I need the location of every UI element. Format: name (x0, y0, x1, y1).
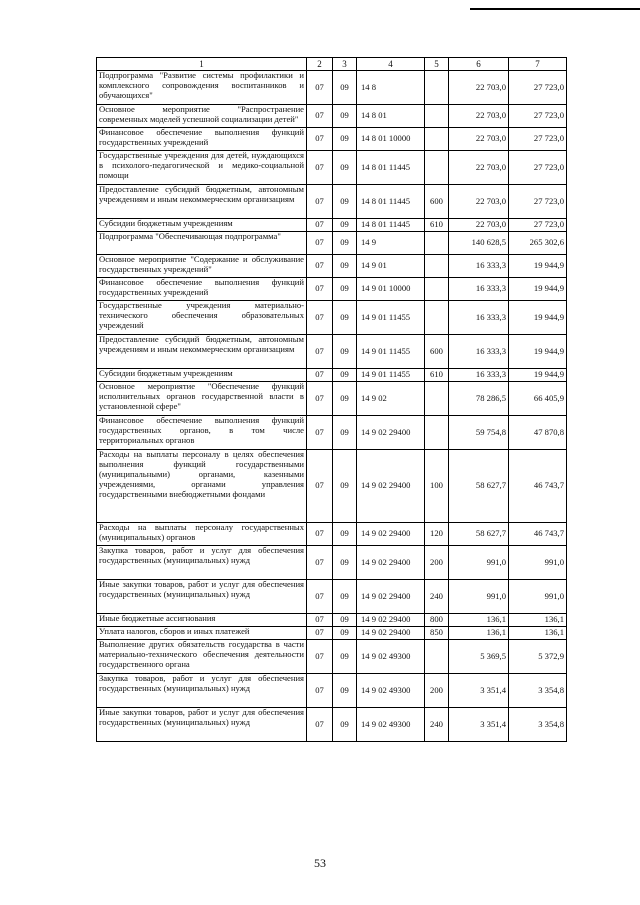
row-expense-type-cell (425, 232, 449, 255)
row-target-article-cell: 14 9 02 49300 (357, 674, 425, 708)
row-section-cell: 07 (307, 450, 333, 523)
row-target-article-cell: 14 9 02 29400 (357, 523, 425, 546)
row-section-cell: 07 (307, 523, 333, 546)
row-subsection-cell: 09 (333, 151, 357, 185)
row-name-cell: Финансовое обеспечение выполнения функций государственных учреждений (97, 278, 307, 301)
row-subsection-cell: 09 (333, 708, 357, 742)
row-section-cell: 07 (307, 255, 333, 278)
row-name-cell: Расходы на выплаты персоналу в целях обеспечения выполнения функций государственными (муниципальными) органами, казенными учреждениями, органами управления государственными внебюджетными фондами (97, 450, 307, 523)
row-name-cell: Основное мероприятие "Распространение современных моделей успешной социализации детей" (97, 105, 307, 128)
row-name-cell: Иные бюджетные ассигнования (97, 614, 307, 627)
row-amount-year1-cell: 58 627,7 (449, 450, 509, 523)
row-amount-year1-cell: 16 333,3 (449, 255, 509, 278)
row-subsection-cell: 09 (333, 219, 357, 232)
table-row (97, 450, 567, 523)
row-amount-year1-cell: 22 703,0 (449, 71, 509, 105)
row-name-cell: Финансовое обеспечение выполнения функций государственных учреждений (97, 128, 307, 151)
row-target-article-cell: 14 9 01 11455 (357, 335, 425, 369)
table-row (97, 105, 567, 128)
row-target-article-cell: 14 9 02 29400 (357, 416, 425, 450)
row-section-cell: 07 (307, 151, 333, 185)
row-name-cell: Субсидии бюджетным учреждениям (97, 219, 307, 232)
top-scan-rule (470, 8, 640, 10)
row-target-article-cell: 14 8 01 11445 (357, 151, 425, 185)
row-name-cell: Уплата налогов, сборов и иных платежей (97, 627, 307, 640)
row-subsection-cell: 09 (333, 382, 357, 416)
table-row (97, 128, 567, 151)
row-expense-type-cell (425, 151, 449, 185)
row-subsection-cell: 09 (333, 674, 357, 708)
table-row (97, 523, 567, 546)
table-row (97, 708, 567, 742)
row-section-cell: 07 (307, 128, 333, 151)
row-name-cell: Предоставление субсидий бюджетным, автономным учреждениям и иным некоммерческим организациям (97, 185, 307, 219)
row-section-cell: 07 (307, 640, 333, 674)
table-row (97, 640, 567, 674)
row-subsection-cell: 09 (333, 416, 357, 450)
row-expense-type-cell (425, 105, 449, 128)
row-name-cell: Расходы на выплаты персоналу государственных (муниципальных) органов (97, 523, 307, 546)
row-subsection-cell: 09 (333, 450, 357, 523)
header-row (97, 58, 567, 71)
row-amount-year2-cell: 3 354,8 (509, 708, 567, 742)
row-expense-type-cell: 610 (425, 219, 449, 232)
row-subsection-cell: 09 (333, 71, 357, 105)
row-name-cell: Подпрограмма "Развитие системы профилактики и комплексного сопровождения воспитанников и обучающихся" (97, 71, 307, 105)
row-target-article-cell: 14 9 01 11455 (357, 301, 425, 335)
row-section-cell: 07 (307, 580, 333, 614)
row-expense-type-cell: 600 (425, 335, 449, 369)
table-row (97, 219, 567, 232)
header-col-1: 1 (97, 58, 307, 71)
budget-table-container (96, 57, 566, 742)
table-row (97, 335, 567, 369)
table-row (97, 71, 567, 105)
row-subsection-cell: 09 (333, 614, 357, 627)
row-amount-year2-cell: 27 723,0 (509, 105, 567, 128)
row-expense-type-cell (425, 255, 449, 278)
row-name-cell: Государственные учреждения материально-технического обеспечения образовательных учреждений (97, 301, 307, 335)
row-amount-year1-cell: 16 333,3 (449, 278, 509, 301)
row-target-article-cell: 14 9 02 29400 (357, 580, 425, 614)
row-target-article-cell: 14 8 01 11445 (357, 185, 425, 219)
row-amount-year2-cell: 136,1 (509, 614, 567, 627)
row-section-cell: 07 (307, 219, 333, 232)
row-amount-year2-cell: 19 944,9 (509, 301, 567, 335)
row-name-cell: Иные закупки товаров, работ и услуг для обеспечения государственных (муниципальных) нужд (97, 708, 307, 742)
row-section-cell: 07 (307, 105, 333, 128)
row-section-cell: 07 (307, 614, 333, 627)
row-section-cell: 07 (307, 71, 333, 105)
row-amount-year1-cell: 136,1 (449, 614, 509, 627)
row-amount-year1-cell: 22 703,0 (449, 151, 509, 185)
row-amount-year1-cell: 22 703,0 (449, 219, 509, 232)
row-name-cell: Подпрограмма "Обеспечивающая подпрограмма" (97, 232, 307, 255)
table-row (97, 301, 567, 335)
row-target-article-cell: 14 9 02 29400 (357, 546, 425, 580)
row-name-cell: Основное мероприятие "Содержание и обслуживание государственных учреждений" (97, 255, 307, 278)
row-section-cell: 07 (307, 369, 333, 382)
header-col-5: 5 (425, 58, 449, 71)
row-amount-year2-cell: 265 302,6 (509, 232, 567, 255)
row-expense-type-cell: 100 (425, 450, 449, 523)
row-amount-year2-cell: 5 372,9 (509, 640, 567, 674)
row-target-article-cell: 14 9 02 (357, 382, 425, 416)
row-target-article-cell: 14 9 01 (357, 255, 425, 278)
row-section-cell: 07 (307, 416, 333, 450)
table-row (97, 674, 567, 708)
table-body (97, 71, 567, 742)
table-row (97, 232, 567, 255)
table-row (97, 546, 567, 580)
row-expense-type-cell: 200 (425, 546, 449, 580)
table-row (97, 151, 567, 185)
row-target-article-cell: 14 9 01 11455 (357, 369, 425, 382)
row-amount-year2-cell: 46 743,7 (509, 450, 567, 523)
row-section-cell: 07 (307, 301, 333, 335)
row-subsection-cell: 09 (333, 523, 357, 546)
row-amount-year1-cell: 136,1 (449, 627, 509, 640)
row-expense-type-cell: 800 (425, 614, 449, 627)
row-target-article-cell: 14 9 02 49300 (357, 708, 425, 742)
row-amount-year1-cell: 991,0 (449, 580, 509, 614)
row-target-article-cell: 14 9 02 29400 (357, 450, 425, 523)
row-target-article-cell: 14 9 02 49300 (357, 640, 425, 674)
row-expense-type-cell: 610 (425, 369, 449, 382)
row-section-cell: 07 (307, 382, 333, 416)
row-amount-year2-cell: 19 944,9 (509, 255, 567, 278)
row-section-cell: 07 (307, 546, 333, 580)
row-amount-year2-cell: 3 354,8 (509, 674, 567, 708)
row-section-cell: 07 (307, 674, 333, 708)
row-amount-year1-cell: 991,0 (449, 546, 509, 580)
row-amount-year1-cell: 22 703,0 (449, 185, 509, 219)
row-amount-year2-cell: 19 944,9 (509, 335, 567, 369)
row-name-cell: Иные закупки товаров, работ и услуг для обеспечения государственных (муниципальных) нужд (97, 580, 307, 614)
row-section-cell: 07 (307, 627, 333, 640)
row-subsection-cell: 09 (333, 185, 357, 219)
row-expense-type-cell (425, 71, 449, 105)
table-row (97, 382, 567, 416)
row-amount-year2-cell: 66 405,9 (509, 382, 567, 416)
header-col-2: 2 (307, 58, 333, 71)
header-col-7: 7 (509, 58, 567, 71)
row-subsection-cell: 09 (333, 640, 357, 674)
row-amount-year2-cell: 27 723,0 (509, 128, 567, 151)
row-amount-year2-cell: 46 743,7 (509, 523, 567, 546)
budget-table (96, 57, 567, 742)
row-expense-type-cell (425, 382, 449, 416)
row-amount-year2-cell: 19 944,9 (509, 278, 567, 301)
row-section-cell: 07 (307, 278, 333, 301)
row-amount-year1-cell: 3 351,4 (449, 708, 509, 742)
table-row (97, 580, 567, 614)
row-subsection-cell: 09 (333, 627, 357, 640)
table-row (97, 255, 567, 278)
row-section-cell: 07 (307, 185, 333, 219)
header-col-6: 6 (449, 58, 509, 71)
row-name-cell: Выполнение других обязательств государства в части материально-технического обеспечения деятельности государственного органа (97, 640, 307, 674)
row-subsection-cell: 09 (333, 278, 357, 301)
row-expense-type-cell: 120 (425, 523, 449, 546)
row-amount-year1-cell: 5 369,5 (449, 640, 509, 674)
table-row (97, 416, 567, 450)
row-subsection-cell: 09 (333, 232, 357, 255)
row-amount-year2-cell: 991,0 (509, 580, 567, 614)
row-expense-type-cell: 850 (425, 627, 449, 640)
row-name-cell: Основное мероприятие "Обеспечение функций исполнительных органов государственной власти в установленной сфере" (97, 382, 307, 416)
row-target-article-cell: 14 9 02 29400 (357, 614, 425, 627)
row-amount-year2-cell: 27 723,0 (509, 219, 567, 232)
row-amount-year1-cell: 59 754,8 (449, 416, 509, 450)
row-amount-year2-cell: 27 723,0 (509, 71, 567, 105)
table-row (97, 369, 567, 382)
row-expense-type-cell (425, 278, 449, 301)
row-amount-year1-cell: 16 333,3 (449, 369, 509, 382)
row-target-article-cell: 14 8 (357, 71, 425, 105)
row-target-article-cell: 14 8 01 (357, 105, 425, 128)
row-amount-year1-cell: 78 286,5 (449, 382, 509, 416)
header-col-3: 3 (333, 58, 357, 71)
row-expense-type-cell (425, 416, 449, 450)
row-expense-type-cell (425, 128, 449, 151)
row-amount-year2-cell: 47 870,8 (509, 416, 567, 450)
row-expense-type-cell: 240 (425, 580, 449, 614)
row-name-cell: Предоставление субсидий бюджетным, автономным учреждениям и иным некоммерческим организациям (97, 335, 307, 369)
row-section-cell: 07 (307, 232, 333, 255)
row-amount-year1-cell: 16 333,3 (449, 335, 509, 369)
row-name-cell: Закупка товаров, работ и услуг для обеспечения государственных (муниципальных) нужд (97, 674, 307, 708)
row-target-article-cell: 14 8 01 10000 (357, 128, 425, 151)
row-section-cell: 07 (307, 708, 333, 742)
table-row (97, 185, 567, 219)
table-row (97, 614, 567, 627)
row-target-article-cell: 14 9 02 29400 (357, 627, 425, 640)
row-expense-type-cell: 200 (425, 674, 449, 708)
row-amount-year1-cell: 58 627,7 (449, 523, 509, 546)
row-target-article-cell: 14 9 01 10000 (357, 278, 425, 301)
row-name-cell: Государственные учреждения для детей, нуждающихся в психолого-педагогической и медико-социальной помощи (97, 151, 307, 185)
row-name-cell: Финансовое обеспечение выполнения функций государственных органов, в том числе территориальных органов (97, 416, 307, 450)
row-target-article-cell: 14 8 01 11445 (357, 219, 425, 232)
row-name-cell: Субсидии бюджетным учреждениям (97, 369, 307, 382)
row-amount-year2-cell: 136,1 (509, 627, 567, 640)
row-subsection-cell: 09 (333, 369, 357, 382)
row-amount-year2-cell: 27 723,0 (509, 185, 567, 219)
row-target-article-cell: 14 9 (357, 232, 425, 255)
page-number: 53 (314, 856, 326, 870)
row-subsection-cell: 09 (333, 580, 357, 614)
row-subsection-cell: 09 (333, 105, 357, 128)
row-section-cell: 07 (307, 335, 333, 369)
header-col-4: 4 (357, 58, 425, 71)
row-amount-year1-cell: 22 703,0 (449, 128, 509, 151)
row-amount-year1-cell: 22 703,0 (449, 105, 509, 128)
row-subsection-cell: 09 (333, 335, 357, 369)
row-amount-year2-cell: 27 723,0 (509, 151, 567, 185)
row-subsection-cell: 09 (333, 301, 357, 335)
row-amount-year2-cell: 991,0 (509, 546, 567, 580)
row-amount-year1-cell: 3 351,4 (449, 674, 509, 708)
row-name-cell: Закупка товаров, работ и услуг для обеспечения государственных (муниципальных) нужд (97, 546, 307, 580)
row-amount-year2-cell: 19 944,9 (509, 369, 567, 382)
row-expense-type-cell (425, 640, 449, 674)
row-amount-year1-cell: 16 333,3 (449, 301, 509, 335)
row-amount-year1-cell: 140 628,5 (449, 232, 509, 255)
row-expense-type-cell: 600 (425, 185, 449, 219)
row-expense-type-cell (425, 301, 449, 335)
row-expense-type-cell: 240 (425, 708, 449, 742)
row-subsection-cell: 09 (333, 128, 357, 151)
row-subsection-cell: 09 (333, 255, 357, 278)
table-row (97, 278, 567, 301)
table-row (97, 627, 567, 640)
row-subsection-cell: 09 (333, 546, 357, 580)
